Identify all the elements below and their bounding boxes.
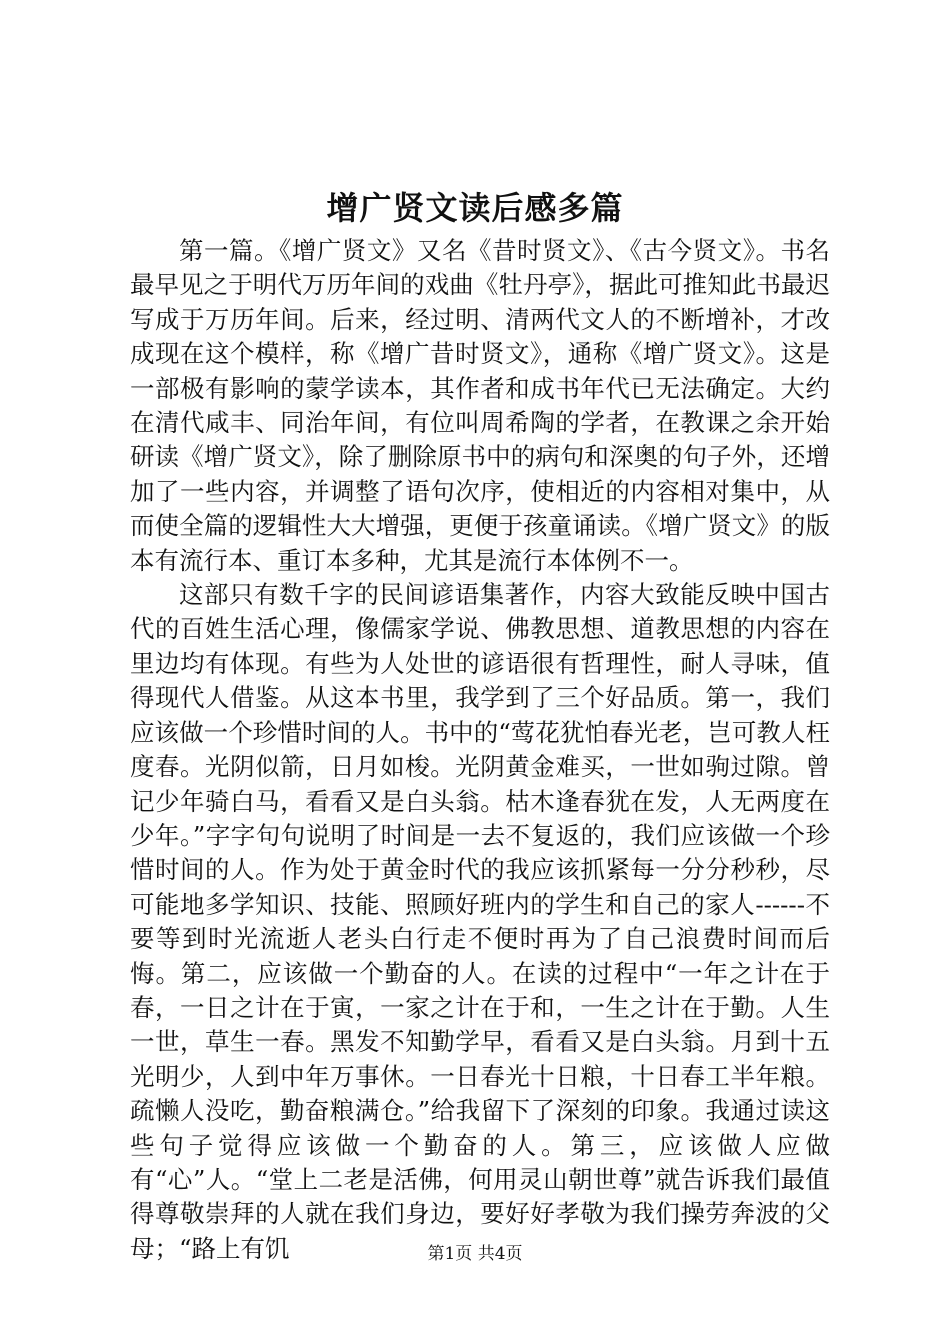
page-title: 增广贤文读后感多篇 [326, 189, 624, 227]
paragraph-1: 第一篇。《增广贤文》又名《昔时贤文》、《古今贤文》。书名最早见之于明代万历年间的戏曲《牡丹亭》，据此可推知此书最迟写成于万历年间。后来，经过明、清两代文人的不断增补，才改成现在这个模样，称《增广昔时贤文》，通称《增广贤文》。这是一部极有影响的蒙学读本，其作者和成书年代已无法确定。大约在清代咸丰、同治年间，有位叫周希陶的学者，在教课之余开始研读《增广贤文》，除了删除原书中的病句和深奥的句子外，还增加了一些内容，并调整了语句次序，使相近的内容相对集中，从而使全篇的逻辑性大大增强，更便于孩童诵读。《增广贤文》的版本有流行本、重订本多种，尤其是流行本体例不一。 [130, 236, 830, 575]
page-footer: 第1页 共4页 [427, 1244, 523, 1264]
document-body [130, 234, 830, 1266]
paragraph-2: 这部只有数千字的民间谚语集著作，内容大致能反映中国古代的百姓生活心理，像儒家学说、佛教思想、道教思想的内容在里边均有体现。有些为人处世的谚语很有哲理性，耐人寻味，值得现代人借鉴。从这本书里，我学到了三个好品质。第一，我们应该做一个珍惜时间的人。书中的“莺花犹怕春光老，岂可教人枉度春。光阴似箭，日月如梭。光阴黄金难买，一世如驹过隙。曾记少年骑白马，看看又是白头翁。枯木逢春犹在发，人无两度在少年。”字字句句说明了时间是一去不复返的，我们应该做一个珍惜时间的人。作为处于黄金时代的我应该抓紧每一分分秒秒，尽可能地多学知识、技能、照顾好班内的学生和自己的家人------不要等到时光流逝人老头白行走不便时再为了自己浪费时间而后悔。第二，应该做一个勤奋的人。在读的过程中“一年之计在于春，一日之计在于寅，一家之计在于和，一生之计在于勤。人生一世，草生一春。黑发不知勤学早，看看又是白头翁。月到十五光明少，人到中年万事休。一日春光十日粮，十日春工半年粮。疏懒人没吃，勤奋粮满仓。”给我留下了深刻的印象。我通过读这些句子觉得应该做一个勤奋的人。第三，应该做人应做有“心”人。“堂上二老是活佛，何用灵山朝世尊”就告诉我们最值得尊敬崇拜的人就在我们身边，要好好孝敬为我们操劳奔波的父母；“路上有饥 [130, 580, 830, 1263]
